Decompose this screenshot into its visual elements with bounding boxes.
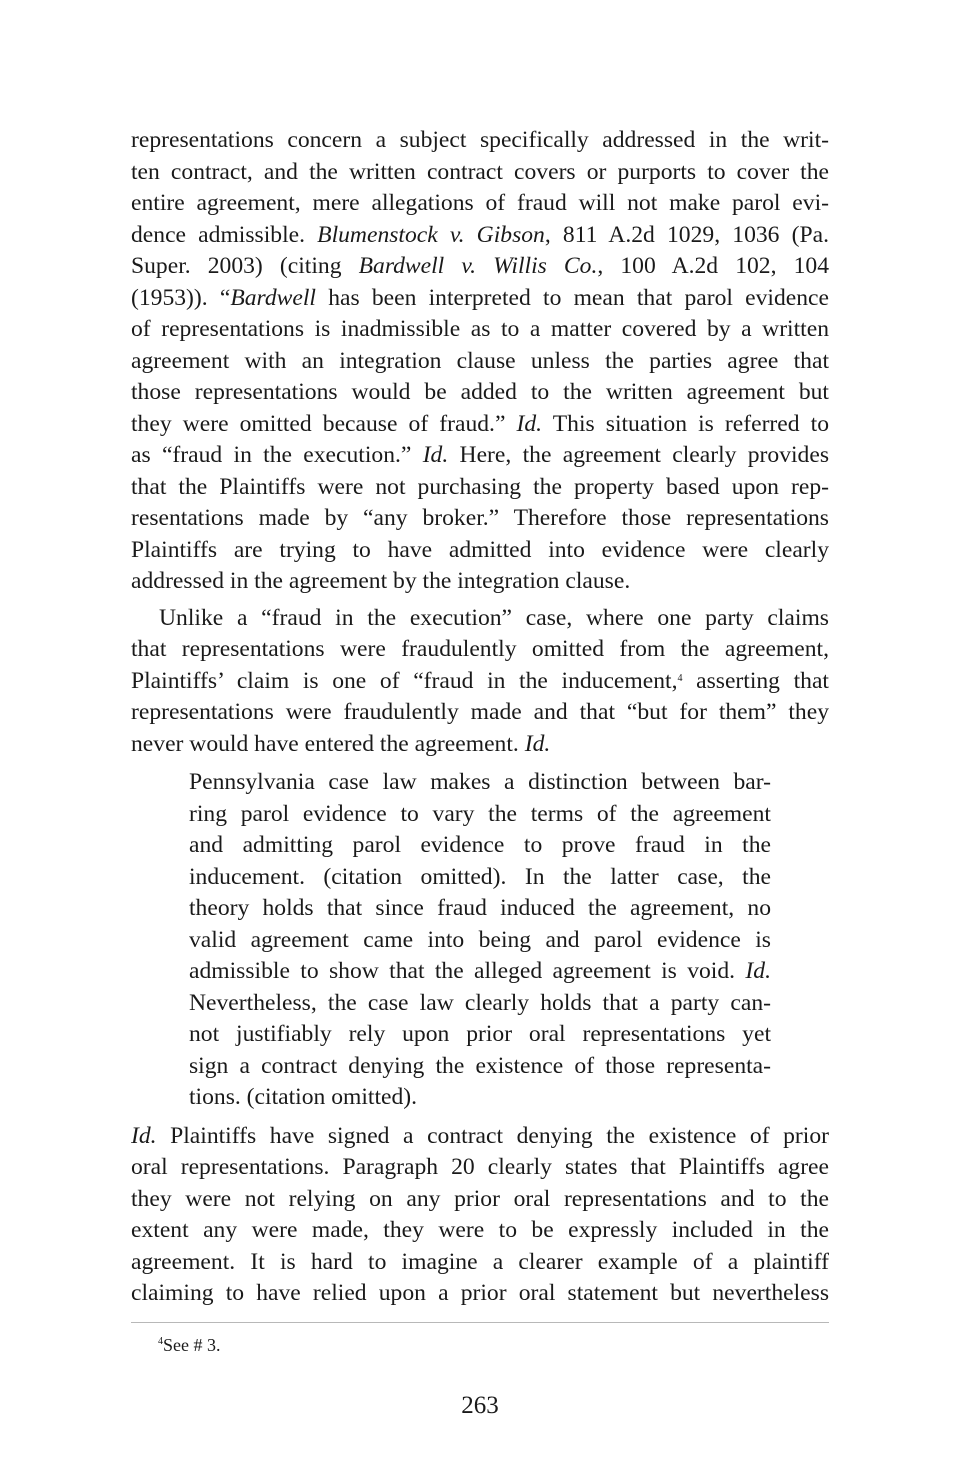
quote-line bbox=[189, 956, 771, 988]
footnote-reference: 4 bbox=[677, 672, 683, 684]
page-number: 263 bbox=[461, 1392, 499, 1419]
text-line bbox=[131, 409, 829, 441]
quote-line: inducement. (citation omitted). In the latter case, the bbox=[189, 863, 771, 890]
case-citation: Bardwell bbox=[230, 284, 316, 311]
text-line: agreement with an integration clause unless the parties agree that bbox=[131, 347, 829, 374]
footnote-divider bbox=[131, 1322, 829, 1323]
text-run: admissible to show that the alleged agreement is void. bbox=[189, 958, 736, 984]
text-line: that representations were fraudulently omitted from the agreement, bbox=[131, 636, 829, 662]
text-run: Plaintiffs’ claim is one of “fraud in the inducement, bbox=[131, 667, 678, 694]
id-citation: Id. bbox=[422, 442, 449, 468]
text-run: dence admissible. bbox=[131, 221, 305, 248]
text-run: , 100 A.2d 102, 104 bbox=[597, 253, 829, 279]
text-line: those representations would be added to the written agreement but bbox=[131, 379, 829, 405]
text-line bbox=[131, 1121, 829, 1153]
spacer bbox=[131, 1114, 829, 1121]
text-run: as “fraud in the execution.” bbox=[131, 442, 412, 468]
text-line: they were not relying on any prior oral representations and to the bbox=[131, 1185, 829, 1212]
case-citation: Blumenstock v. Gibson bbox=[317, 221, 545, 248]
quote-line: tions. (citation omitted). bbox=[189, 1084, 418, 1110]
id-citation: Id. bbox=[516, 410, 543, 437]
case-citation: Bardwell v. Willis Co. bbox=[358, 253, 598, 279]
text-run: (1953)). “ bbox=[131, 284, 231, 311]
quote-line: Nevertheless, the case law clearly holds that a party can- bbox=[189, 989, 771, 1016]
text-run: asserting that bbox=[682, 667, 829, 694]
text-line: Plaintiffs are trying to have admitted into evidence were clearly bbox=[131, 536, 829, 563]
id-citation: Id. bbox=[131, 1122, 157, 1149]
text-line: addressed in the agreement by the integration clause. bbox=[131, 568, 631, 594]
quote-line: sign a contract denying the existence of those representa- bbox=[189, 1052, 771, 1079]
text-run: never would have entered the agreement. bbox=[131, 730, 519, 757]
text-run: has been interpreted to mean that parol evidence bbox=[315, 284, 829, 311]
paragraph-2 bbox=[131, 603, 829, 761]
text-run: , 811 A.2d 1029, 1036 (Pa. bbox=[544, 221, 829, 248]
text-line: representations were fraudulently made and that “but for them” they bbox=[131, 699, 829, 725]
footnote bbox=[158, 1333, 221, 1357]
text-line bbox=[131, 440, 829, 472]
text-line: that the Plaintiffs were not purchasing the property based upon rep- bbox=[131, 473, 829, 500]
spacer bbox=[131, 760, 829, 767]
paragraph-1 bbox=[131, 125, 829, 598]
footnote-text: See # 3. bbox=[163, 1335, 221, 1355]
quote-line: and admitting parol evidence to prove fraud in the bbox=[189, 832, 771, 858]
text-line bbox=[131, 283, 829, 315]
footnote-marker: 4 bbox=[158, 1336, 163, 1347]
text-line bbox=[131, 666, 829, 698]
text-line: of representations is inadmissible as to a matter covered by a written bbox=[131, 316, 829, 342]
text-line: entire agreement, mere allegations of fraud will not make parol evi- bbox=[131, 190, 829, 216]
text-line: claiming to have relied upon a prior oral statement but nevertheless bbox=[131, 1280, 829, 1306]
text-line bbox=[131, 729, 829, 761]
id-citation: Id. bbox=[745, 958, 771, 984]
id-citation: Id. bbox=[524, 730, 551, 757]
text-line: oral representations. Paragraph 20 clearly states that Plaintiffs agree bbox=[131, 1154, 829, 1180]
quote-line: valid agreement came into being and parol evidence is bbox=[189, 926, 771, 953]
text-run: This situation is referred to bbox=[542, 410, 829, 437]
text-run: Plaintiffs have signed a contract denying the existence of prior bbox=[156, 1122, 829, 1149]
block-quote bbox=[189, 767, 771, 1114]
body-text bbox=[131, 125, 829, 1310]
text-line: resentations made by “any broker.” Therefore those representations bbox=[131, 505, 829, 531]
quote-line: Pennsylvania case law makes a distinction between bar- bbox=[189, 769, 771, 795]
quote-line: theory holds that since fraud induced the agreement, no bbox=[189, 895, 771, 921]
text-line bbox=[131, 220, 829, 252]
text-line: agreement. It is hard to imagine a clearer example of a plaintiff bbox=[131, 1248, 829, 1275]
text-line: representations concern a subject specifically addressed in the writ- bbox=[131, 127, 829, 153]
text-run: they were omitted because of fraud.” bbox=[131, 410, 506, 437]
text-line bbox=[131, 251, 829, 283]
text-run: Super. 2003) (citing bbox=[131, 253, 342, 279]
text-line: Unlike a “fraud in the execution” case, where one party claims bbox=[159, 604, 829, 631]
quote-line: ring parol evidence to vary the terms of the agreement bbox=[189, 800, 771, 827]
paragraph-3 bbox=[131, 1121, 829, 1310]
text-line: ten contract, and the written contract covers or purports to cover the bbox=[131, 158, 829, 185]
text-line: extent any were made, they were to be expressly included in the bbox=[131, 1217, 829, 1243]
text-run: Here, the agreement clearly provides bbox=[448, 442, 829, 468]
quote-line: not justifiably rely upon prior oral representations yet bbox=[189, 1021, 771, 1047]
